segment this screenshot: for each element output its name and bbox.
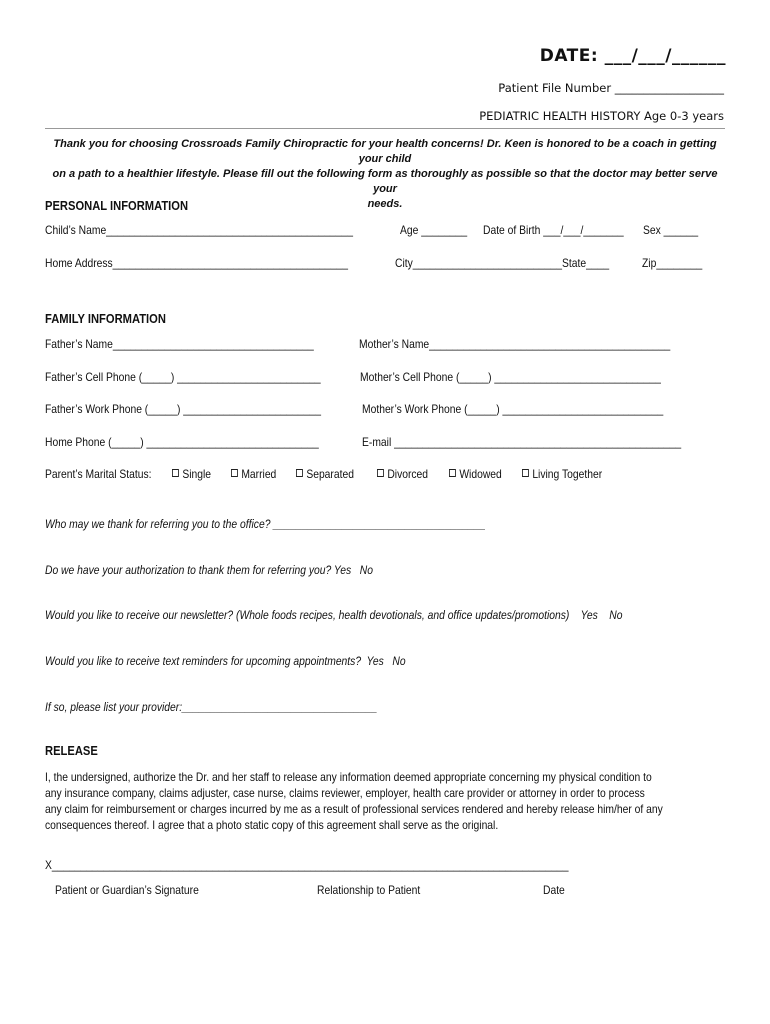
marital-option-separated[interactable]: [296, 467, 354, 481]
release-line: consequences thereof. I agree that a photo static copy of this agreement shall serve as the original.: [45, 818, 499, 832]
date-field: DATE: ___/___/______: [539, 46, 726, 66]
checkbox-icon[interactable]: [377, 469, 384, 477]
release-line: any insurance company, claims adjuster, case nurse, claims reviewer, employer, health care provider or attorney in order to process: [45, 786, 645, 800]
childs-name-field[interactable]: Child’s Name___________________________________________: [45, 223, 353, 237]
signature-line[interactable]: X__________________________________________________________________________________________: [45, 858, 569, 872]
checkbox-icon[interactable]: [449, 469, 456, 477]
intro-line: Thank you for choosing Crossroads Family Chiropractic for your health concerns! Dr. Keen is honored to be a coach in getting your child: [53, 138, 717, 165]
date-label: Date: [543, 883, 565, 897]
form-title: PEDIATRIC HEALTH HISTORY Age 0-3 years: [479, 109, 724, 123]
newsletter-question[interactable]: Would you like to receive our newsletter? (Whole foods recipes, health devotionals, and office updates/promotions) Yes No: [45, 608, 623, 622]
city-state-field[interactable]: City__________________________State____: [395, 256, 610, 270]
intro-line: on a path to a healthier lifestyle. Please fill out the following form as thoroughly as possible so that the doctor may better serve your: [52, 168, 718, 195]
marital-option-living-together[interactable]: [522, 467, 602, 481]
option-label: Widowed: [459, 467, 502, 481]
checkbox-icon[interactable]: [172, 469, 179, 477]
referral-question[interactable]: Who may we thank for referring you to the office? _____________________________________: [45, 517, 486, 531]
marital-option-married[interactable]: [231, 467, 276, 481]
zip-field[interactable]: Zip________: [642, 256, 703, 270]
marital-option-widowed[interactable]: [449, 467, 502, 481]
marital-option-divorced[interactable]: [377, 467, 428, 481]
fathers-cell-phone-field[interactable]: Father’s Cell Phone (_____) _________________________: [45, 370, 321, 384]
provider-field[interactable]: If so, please list your provider:__________________________________: [45, 700, 378, 714]
patient-file-number-field: Patient File Number ___________________: [498, 81, 724, 95]
home-address-field[interactable]: Home Address_________________________________________: [45, 256, 349, 270]
option-label: Living Together: [532, 467, 603, 481]
mothers-cell-phone-field[interactable]: Mother’s Cell Phone (_____) _____________________________: [360, 370, 661, 384]
checkbox-icon[interactable]: [231, 469, 238, 477]
option-label: Separated: [306, 467, 354, 481]
release-line: any claim for reimbursement or charges incurred by me as a result of professional services rendered and hereby release him/her of any: [45, 802, 663, 816]
personal-information-heading: PERSONAL INFORMATION: [45, 198, 189, 213]
release-heading: RELEASE: [45, 743, 98, 758]
intro-line: needs.: [367, 198, 403, 210]
option-label: Single: [182, 467, 212, 481]
authorization-question[interactable]: Do we have your authorization to thank them for referring you? Yes No: [45, 563, 373, 577]
home-phone-field[interactable]: Home Phone (_____) ______________________________: [45, 435, 319, 449]
release-paragraph: [45, 769, 716, 833]
marital-status-label: Parent’s Marital Status:: [45, 467, 152, 481]
mothers-work-phone-field[interactable]: Mother’s Work Phone (_____) ____________________________: [362, 402, 664, 416]
checkbox-icon[interactable]: [522, 469, 529, 477]
signature-label: Patient or Guardian’s Signature: [55, 883, 199, 897]
text-reminders-question[interactable]: Would you like to receive text reminders for upcoming appointments? Yes No: [45, 654, 406, 668]
option-label: Divorced: [387, 467, 429, 481]
family-information-heading: FAMILY INFORMATION: [45, 311, 166, 326]
release-line: I, the undersigned, authorize the Dr. and her staff to release any information deemed appropriate concerning my physical condition to: [45, 770, 652, 784]
option-label: Married: [241, 467, 277, 481]
marital-option-single[interactable]: [172, 467, 211, 481]
date-of-birth-field[interactable]: Date of Birth ___/___/_______: [483, 223, 624, 237]
header-divider: [45, 128, 725, 129]
email-field[interactable]: E-mail __________________________________________________: [362, 435, 682, 449]
fathers-name-field[interactable]: Father’s Name___________________________________: [45, 337, 314, 351]
checkbox-icon[interactable]: [296, 469, 303, 477]
age-field[interactable]: Age ________: [400, 223, 468, 237]
sex-field[interactable]: Sex ______: [643, 223, 699, 237]
mothers-name-field[interactable]: Mother’s Name__________________________________________: [359, 337, 671, 351]
relationship-label: Relationship to Patient: [317, 883, 421, 897]
fathers-work-phone-field[interactable]: Father’s Work Phone (_____) ________________________: [45, 402, 322, 416]
